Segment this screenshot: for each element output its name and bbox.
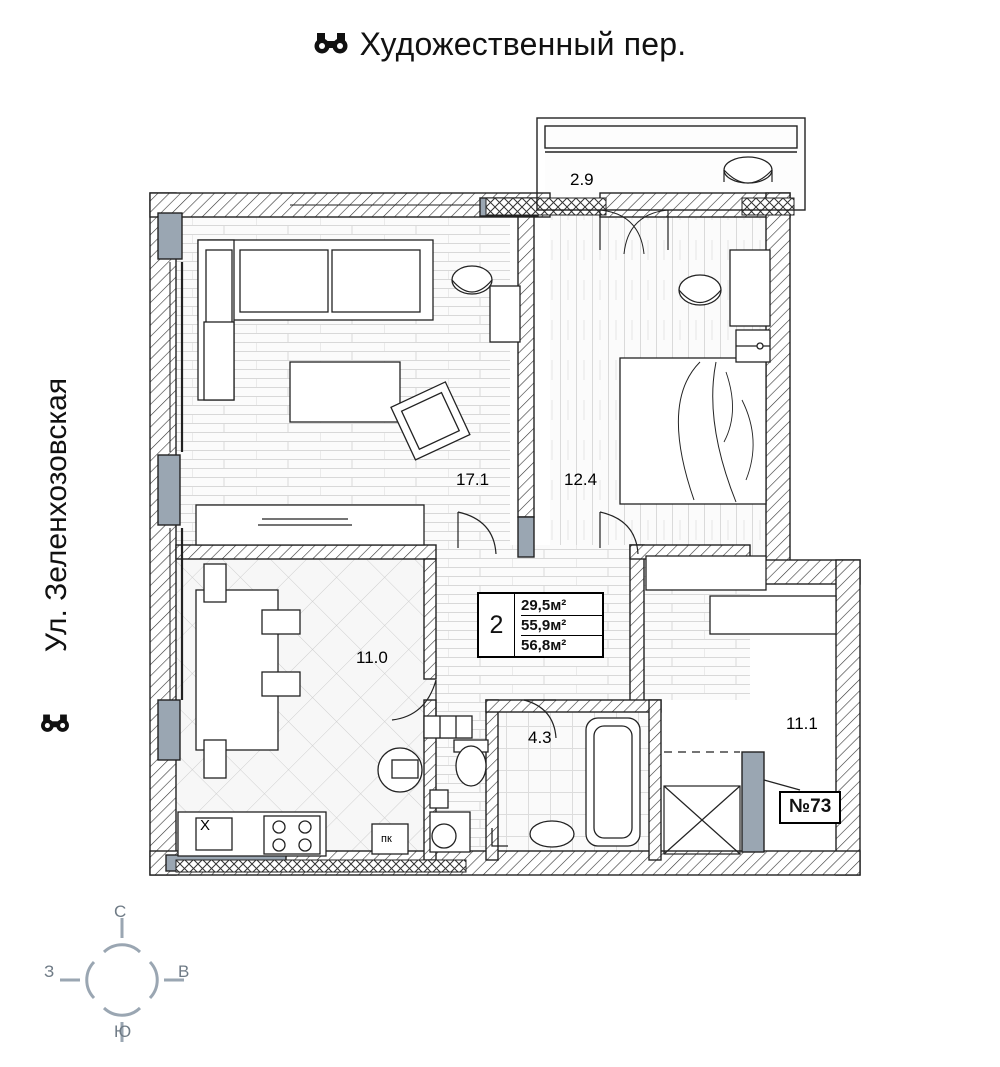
area-value-total: 55,9м² <box>521 615 602 635</box>
room-area-kitchen: 11.0 <box>356 648 388 667</box>
sink-mark-label: X <box>200 817 211 834</box>
area-values <box>515 594 602 656</box>
room-area-bathroom: 4.3 <box>528 728 552 747</box>
room-area-balcony: 2.9 <box>570 170 594 189</box>
room-area-terrace: 11.1 <box>786 714 818 733</box>
room-area-living: 17.1 <box>456 470 490 489</box>
street-label-left-text: Ул. Зеленхозовская <box>40 377 73 653</box>
closet-mark-label: пк <box>381 833 392 845</box>
flat-number-badge: №73 <box>779 791 841 824</box>
compass-rose <box>42 900 202 1050</box>
compass-south: Ю <box>114 1022 132 1041</box>
area-value-living: 29,5м² <box>521 596 567 614</box>
room-count: 2 <box>479 594 515 656</box>
room-area-bedroom: 12.4 <box>564 470 598 489</box>
compass-east: В <box>178 962 190 981</box>
area-value-with-balcony: 56,8м² <box>521 635 602 655</box>
page-title: Художественный пер. <box>359 26 687 62</box>
compass-north: С <box>114 902 127 921</box>
compass-west: З <box>44 962 55 981</box>
area-summary-badge <box>477 592 604 658</box>
